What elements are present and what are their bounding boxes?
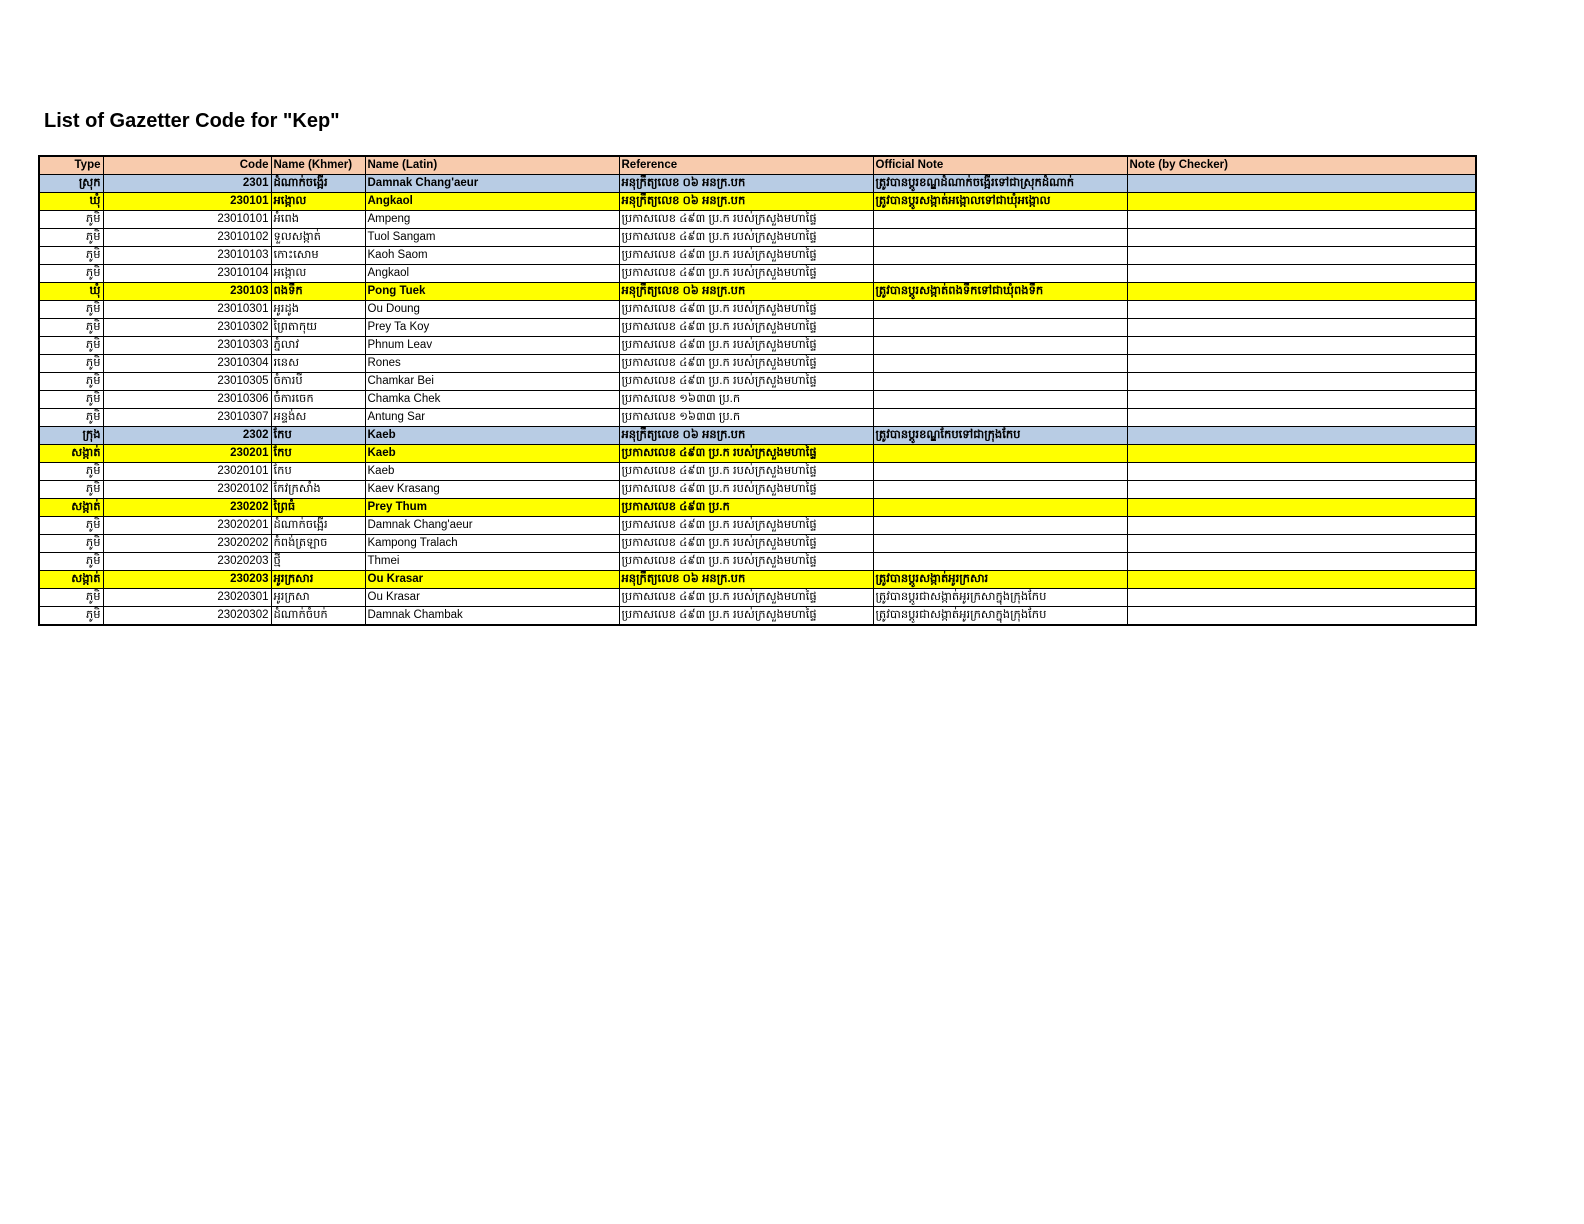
cell-checker-note xyxy=(1127,553,1476,571)
cell-checker-note xyxy=(1127,589,1476,607)
cell-code: 230103 xyxy=(103,283,271,301)
cell-reference: ប្រកាសលេខ ៤៩៣ ប្រ.ក របស់ក្រសួងមហាផ្ទៃ xyxy=(619,265,873,283)
cell-code: 23010102 xyxy=(103,229,271,247)
cell-checker-note xyxy=(1127,499,1476,517)
cell-checker-note xyxy=(1127,355,1476,373)
cell-checker-note xyxy=(1127,535,1476,553)
cell-name-latin: Kaeb xyxy=(365,445,619,463)
cell-checker-note xyxy=(1127,391,1476,409)
cell-reference: ប្រកាសលេខ ១៦៣៣ ប្រ.ក xyxy=(619,391,873,409)
cell-reference: ប្រកាសលេខ ៤៩៣ ប្រ.ក របស់ក្រសួងមហាផ្ទៃ xyxy=(619,589,873,607)
table-row xyxy=(39,463,1476,481)
cell-name-latin: Angkaol xyxy=(365,193,619,211)
cell-name-khmer: កោះសោម xyxy=(271,247,365,265)
cell-code: 23010304 xyxy=(103,355,271,373)
cell-type: ភូមិ xyxy=(39,409,103,427)
cell-official-note xyxy=(873,535,1127,553)
cell-reference: ប្រកាសលេខ ៤៩៣ ប្រ.ក របស់ក្រសួងមហាផ្ទៃ xyxy=(619,481,873,499)
table-body xyxy=(39,175,1476,626)
cell-type: ភូមិ xyxy=(39,337,103,355)
cell-code: 2302 xyxy=(103,427,271,445)
table-row xyxy=(39,301,1476,319)
table-row xyxy=(39,337,1476,355)
cell-reference: ប្រកាសលេខ ៤៩៣ ប្រ.ក របស់ក្រសួងមហាផ្ទៃ xyxy=(619,247,873,265)
cell-code: 23020301 xyxy=(103,589,271,607)
cell-name-latin: Antung Sar xyxy=(365,409,619,427)
cell-name-khmer: អូរក្រសារ xyxy=(271,571,365,589)
cell-checker-note xyxy=(1127,463,1476,481)
table-row xyxy=(39,589,1476,607)
cell-official-note xyxy=(873,409,1127,427)
cell-name-khmer: អង្កោល xyxy=(271,193,365,211)
cell-reference: ប្រកាសលេខ ៤៩៣ ប្រ.ក របស់ក្រសួងមហាផ្ទៃ xyxy=(619,319,873,337)
cell-name-khmer: អូរក្រសា xyxy=(271,589,365,607)
cell-type: ភូមិ xyxy=(39,355,103,373)
cell-reference: ប្រកាសលេខ ១៦៣៣ ប្រ.ក xyxy=(619,409,873,427)
cell-name-khmer: ដំណាក់ចង្អើរ xyxy=(271,517,365,535)
cell-checker-note xyxy=(1127,571,1476,589)
cell-name-khmer: ទួលសង្កាត់ xyxy=(271,229,365,247)
cell-type: ភូមិ xyxy=(39,211,103,229)
cell-code: 23020201 xyxy=(103,517,271,535)
cell-type: ស្រុក xyxy=(39,175,103,193)
cell-name-khmer: កែប xyxy=(271,445,365,463)
cell-name-khmer: ថ្មី xyxy=(271,553,365,571)
cell-official-note: ត្រូវបានប្តូរខណ្ឌកែបទៅជាក្រុងកែប xyxy=(873,427,1127,445)
cell-code: 23010307 xyxy=(103,409,271,427)
cell-name-khmer: ចំការចេក xyxy=(271,391,365,409)
cell-type: សង្កាត់ xyxy=(39,445,103,463)
cell-name-latin: Ou Doung xyxy=(365,301,619,319)
cell-code: 23020302 xyxy=(103,607,271,626)
cell-name-khmer: កែប xyxy=(271,463,365,481)
cell-official-note xyxy=(873,265,1127,283)
cell-checker-note xyxy=(1127,229,1476,247)
cell-official-note xyxy=(873,373,1127,391)
cell-reference: ប្រកាសលេខ ៤៩៣ ប្រ.ក របស់ក្រសួងមហាផ្ទៃ xyxy=(619,607,873,626)
cell-reference: ប្រកាសលេខ ៤៩៣ ប្រ.ក xyxy=(619,499,873,517)
table-row xyxy=(39,175,1476,193)
cell-reference: អនុក្រឹត្យលេខ ០៦ អនក្រ.បក xyxy=(619,571,873,589)
cell-reference: ប្រកាសលេខ ៤៩៣ ប្រ.ក របស់ក្រសួងមហាផ្ទៃ xyxy=(619,373,873,391)
cell-name-khmer: ចំការបី xyxy=(271,373,365,391)
cell-code: 23010101 xyxy=(103,211,271,229)
cell-code: 23010302 xyxy=(103,319,271,337)
cell-name-latin: Prey Thum xyxy=(365,499,619,517)
cell-code: 23020102 xyxy=(103,481,271,499)
cell-official-note xyxy=(873,247,1127,265)
header-official-note: Official Note xyxy=(873,156,1127,175)
cell-type: ភូមិ xyxy=(39,517,103,535)
cell-official-note: ត្រូវបានប្តូរសង្កាត់អង្កោលទៅជាឃុំអង្កោល xyxy=(873,193,1127,211)
cell-official-note xyxy=(873,337,1127,355)
cell-type: សង្កាត់ xyxy=(39,499,103,517)
cell-type: ភូមិ xyxy=(39,247,103,265)
cell-official-note: ត្រូវបានប្តូរខណ្ឌដំណាក់ចង្អើរទៅជាស្រុកដំណាក់ xyxy=(873,175,1127,193)
cell-official-note xyxy=(873,211,1127,229)
cell-code: 230201 xyxy=(103,445,271,463)
cell-name-latin: Ampeng xyxy=(365,211,619,229)
cell-name-khmer: ដំណាក់ចំបក់ xyxy=(271,607,365,626)
cell-official-note xyxy=(873,463,1127,481)
cell-code: 23010103 xyxy=(103,247,271,265)
cell-name-latin: Thmei xyxy=(365,553,619,571)
cell-checker-note xyxy=(1127,607,1476,626)
cell-checker-note xyxy=(1127,373,1476,391)
cell-reference: ប្រកាសលេខ ៤៩៣ ប្រ.ក របស់ក្រសួងមហាផ្ទៃ xyxy=(619,229,873,247)
cell-code: 230203 xyxy=(103,571,271,589)
cell-code: 23010306 xyxy=(103,391,271,409)
table-row xyxy=(39,229,1476,247)
table-row xyxy=(39,499,1476,517)
cell-name-latin: Tuol Sangam xyxy=(365,229,619,247)
cell-type: ភូមិ xyxy=(39,535,103,553)
table-row xyxy=(39,607,1476,626)
cell-checker-note xyxy=(1127,445,1476,463)
cell-official-note xyxy=(873,517,1127,535)
table-row xyxy=(39,193,1476,211)
gazetteer-table xyxy=(38,155,1477,626)
table-row xyxy=(39,391,1476,409)
cell-checker-note xyxy=(1127,481,1476,499)
cell-reference: ប្រកាសលេខ ៤៩៣ ប្រ.ក របស់ក្រសួងមហាផ្ទៃ xyxy=(619,445,873,463)
cell-checker-note xyxy=(1127,211,1476,229)
cell-name-khmer: កំពង់ត្រឡាច xyxy=(271,535,365,553)
cell-checker-note xyxy=(1127,283,1476,301)
cell-name-latin: Ou Krasar xyxy=(365,589,619,607)
cell-checker-note xyxy=(1127,193,1476,211)
cell-code: 23010104 xyxy=(103,265,271,283)
cell-checker-note xyxy=(1127,517,1476,535)
cell-name-khmer: អង្កោល xyxy=(271,265,365,283)
cell-checker-note xyxy=(1127,265,1476,283)
cell-reference: ប្រកាសលេខ ៤៩៣ ប្រ.ក របស់ក្រសួងមហាផ្ទៃ xyxy=(619,553,873,571)
cell-name-latin: Rones xyxy=(365,355,619,373)
cell-official-note xyxy=(873,391,1127,409)
cell-code: 23010305 xyxy=(103,373,271,391)
cell-reference: ប្រកាសលេខ ៤៩៣ ប្រ.ក របស់ក្រសួងមហាផ្ទៃ xyxy=(619,211,873,229)
cell-name-latin: Kaev Krasang xyxy=(365,481,619,499)
cell-reference: ប្រកាសលេខ ៤៩៣ ប្រ.ក របស់ក្រសួងមហាផ្ទៃ xyxy=(619,463,873,481)
cell-official-note: ត្រូវបានប្តូរសង្កាត់អូរក្រសារ xyxy=(873,571,1127,589)
cell-type: ភូមិ xyxy=(39,301,103,319)
cell-code: 2301 xyxy=(103,175,271,193)
cell-official-note xyxy=(873,229,1127,247)
cell-official-note: ត្រូវបានប្តូរសង្កាត់ពងទឹកទៅជាឃុំពងទឹក xyxy=(873,283,1127,301)
cell-checker-note xyxy=(1127,175,1476,193)
cell-name-latin: Damnak Chang'aeur xyxy=(365,175,619,193)
table-row xyxy=(39,355,1476,373)
cell-type: ក្រុង xyxy=(39,427,103,445)
cell-name-latin: Angkaol xyxy=(365,265,619,283)
cell-reference: អនុក្រឹត្យលេខ ០៦ អនក្រ.បក xyxy=(619,175,873,193)
cell-reference: ប្រកាសលេខ ៤៩៣ ប្រ.ក របស់ក្រសួងមហាផ្ទៃ xyxy=(619,337,873,355)
cell-official-note xyxy=(873,553,1127,571)
table-row xyxy=(39,265,1476,283)
table-row xyxy=(39,427,1476,445)
page-title: List of Gazetter Code for "Kep" xyxy=(44,110,340,132)
cell-type: ភូមិ xyxy=(39,229,103,247)
cell-name-khmer: កែប xyxy=(271,427,365,445)
cell-code: 23020202 xyxy=(103,535,271,553)
cell-name-khmer: ដំណាក់ចង្អើរ xyxy=(271,175,365,193)
cell-name-khmer: អូរដូង xyxy=(271,301,365,319)
table-row xyxy=(39,373,1476,391)
cell-code: 23020203 xyxy=(103,553,271,571)
cell-official-note xyxy=(873,481,1127,499)
cell-code: 230101 xyxy=(103,193,271,211)
cell-reference: ប្រកាសលេខ ៤៩៣ ប្រ.ក របស់ក្រសួងមហាផ្ទៃ xyxy=(619,517,873,535)
table-row xyxy=(39,445,1476,463)
cell-official-note xyxy=(873,319,1127,337)
cell-name-latin: Kaeb xyxy=(365,463,619,481)
cell-type: ឃុំ xyxy=(39,283,103,301)
cell-type: ភូមិ xyxy=(39,319,103,337)
cell-official-note xyxy=(873,301,1127,319)
cell-code: 23020101 xyxy=(103,463,271,481)
table-row xyxy=(39,211,1476,229)
cell-type: ភូមិ xyxy=(39,607,103,626)
cell-reference: ប្រកាសលេខ ៤៩៣ ប្រ.ក របស់ក្រសួងមហាផ្ទៃ xyxy=(619,355,873,373)
cell-official-note xyxy=(873,445,1127,463)
cell-type: ភូមិ xyxy=(39,391,103,409)
header-code: Code xyxy=(103,156,271,175)
cell-name-khmer: អន្ទង់ស xyxy=(271,409,365,427)
cell-type: សង្កាត់ xyxy=(39,571,103,589)
table-row xyxy=(39,517,1476,535)
cell-name-khmer: ព្រៃតាកុយ xyxy=(271,319,365,337)
cell-type: ភូមិ xyxy=(39,553,103,571)
cell-type: ភូមិ xyxy=(39,265,103,283)
header-reference: Reference xyxy=(619,156,873,175)
cell-name-latin: Pong Tuek xyxy=(365,283,619,301)
cell-type: ភូមិ xyxy=(39,481,103,499)
cell-checker-note xyxy=(1127,319,1476,337)
cell-reference: ប្រកាសលេខ ៤៩៣ ប្រ.ក របស់ក្រសួងមហាផ្ទៃ xyxy=(619,535,873,553)
table-row xyxy=(39,553,1476,571)
cell-official-note: ត្រូវបានប្តូរជាសង្កាត់អូរក្រសាក្នុងក្រុងកែប xyxy=(873,589,1127,607)
header-name-latin: Name (Latin) xyxy=(365,156,619,175)
cell-checker-note xyxy=(1127,409,1476,427)
cell-official-note: ត្រូវបានប្តូរជាសង្កាត់អូរក្រសាក្នុងក្រុងកែប xyxy=(873,607,1127,626)
cell-name-latin: Ou Krasar xyxy=(365,571,619,589)
cell-type: ភូមិ xyxy=(39,373,103,391)
table-row xyxy=(39,247,1476,265)
cell-checker-note xyxy=(1127,301,1476,319)
cell-name-latin: Damnak Chang'aeur xyxy=(365,517,619,535)
cell-name-latin: Chamkar Bei xyxy=(365,373,619,391)
cell-code: 23010303 xyxy=(103,337,271,355)
cell-code: 230202 xyxy=(103,499,271,517)
cell-reference: អនុក្រឹត្យលេខ ០៦ អនក្រ.បក xyxy=(619,193,873,211)
cell-official-note xyxy=(873,355,1127,373)
cell-name-khmer: ពងទឹក xyxy=(271,283,365,301)
table-row xyxy=(39,535,1476,553)
cell-reference: អនុក្រឹត្យលេខ ០៦ អនក្រ.បក xyxy=(619,283,873,301)
cell-name-khmer: កែវក្រសាំង xyxy=(271,481,365,499)
cell-code: 23010301 xyxy=(103,301,271,319)
cell-checker-note xyxy=(1127,247,1476,265)
cell-reference: ប្រកាសលេខ ៤៩៣ ប្រ.ក របស់ក្រសួងមហាផ្ទៃ xyxy=(619,301,873,319)
cell-name-latin: Kaeb xyxy=(365,427,619,445)
cell-name-khmer: ព្រៃធំ xyxy=(271,499,365,517)
cell-name-khmer: រនេស xyxy=(271,355,365,373)
table-row xyxy=(39,571,1476,589)
cell-name-latin: Damnak Chambak xyxy=(365,607,619,626)
table-row xyxy=(39,319,1476,337)
cell-name-latin: Phnum Leav xyxy=(365,337,619,355)
cell-name-latin: Kampong Tralach xyxy=(365,535,619,553)
header-checker-note: Note (by Checker) xyxy=(1127,156,1476,175)
table-row xyxy=(39,283,1476,301)
cell-type: ឃុំ xyxy=(39,193,103,211)
table-row xyxy=(39,409,1476,427)
cell-official-note xyxy=(873,499,1127,517)
cell-checker-note xyxy=(1127,337,1476,355)
header-row xyxy=(39,156,1476,175)
cell-name-latin: Prey Ta Koy xyxy=(365,319,619,337)
cell-reference: អនុក្រឹត្យលេខ ០៦ អនក្រ.បក xyxy=(619,427,873,445)
table-row xyxy=(39,481,1476,499)
cell-name-khmer: ភ្នំលាវ xyxy=(271,337,365,355)
header-type: Type xyxy=(39,156,103,175)
cell-name-latin: Chamka Chek xyxy=(365,391,619,409)
cell-name-khmer: អំពេង xyxy=(271,211,365,229)
header-name-khmer: Name (Khmer) xyxy=(271,156,365,175)
cell-name-latin: Kaoh Saom xyxy=(365,247,619,265)
cell-type: ភូមិ xyxy=(39,463,103,481)
cell-type: ភូមិ xyxy=(39,589,103,607)
cell-checker-note xyxy=(1127,427,1476,445)
